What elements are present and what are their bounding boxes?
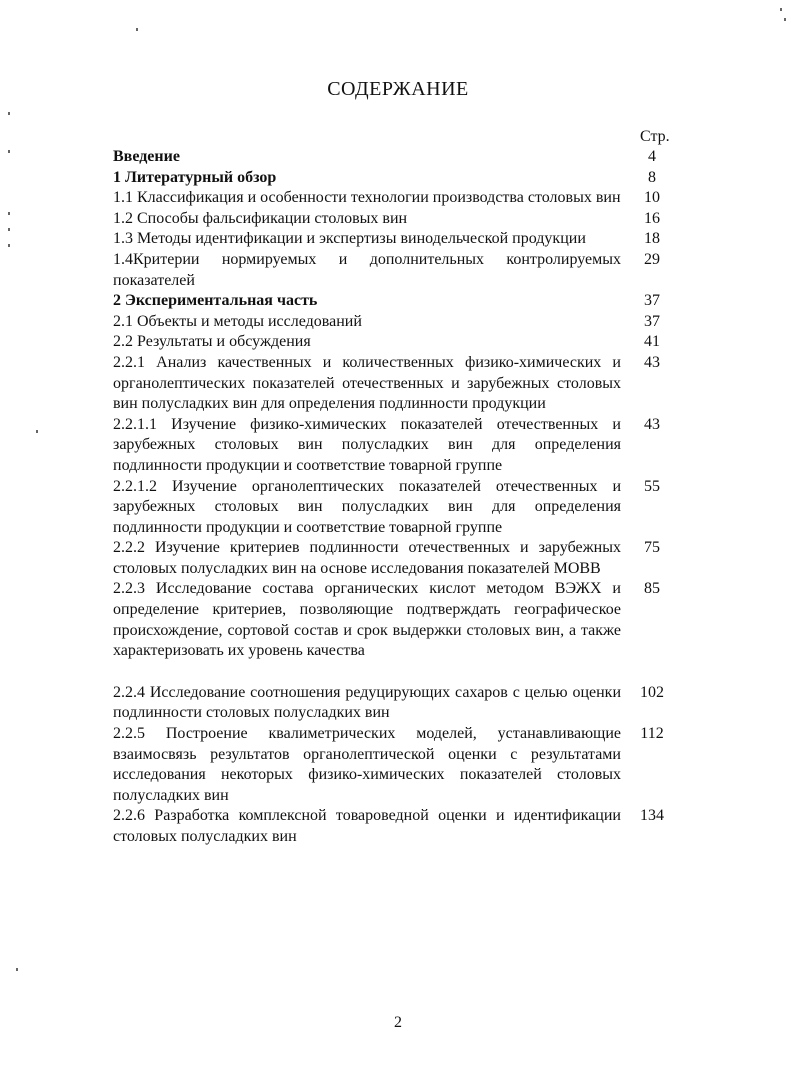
toc-entry-2-1	[113, 312, 683, 333]
toc-entry-2-2-3	[113, 579, 683, 661]
toc-entry-text: 2.2.1.1 Изучение физико-химических показателей отечественных и зарубежных столовых вин полусладких вин для определения подлинности продукции и соответствие товарной группе	[113, 415, 621, 474]
toc-entry-text: 2.1 Объекты и методы исследований	[113, 312, 362, 330]
toc-entry-text: 1 Литературный обзор	[113, 168, 277, 186]
scan-speck	[8, 244, 10, 247]
toc-entry-2-2-5	[113, 724, 683, 806]
toc-entry-1-1	[113, 188, 683, 209]
toc-entry-2-2-2	[113, 538, 683, 579]
toc-entry-page: 41	[644, 333, 660, 351]
toc-entry-text: 2.2.2 Изучение критериев подлинности отечественных и зарубежных столовых полусладких вин на основе исследования показателей МОВВ	[113, 539, 621, 577]
spacer	[113, 662, 683, 683]
toc-entry-chapter-2	[113, 291, 683, 312]
toc-entry-2-2-1-2	[113, 477, 683, 539]
toc-entry-page: 18	[644, 230, 660, 248]
toc-entry-text: 2.2 Результаты и обсуждения	[113, 333, 311, 351]
toc-entry-page: 4	[648, 148, 656, 165]
toc-entry-1-4	[113, 250, 683, 291]
toc-entry-text: 2.2.6 Разработка комплексной товароведной оценки и идентификации столовых полусладких вин	[113, 807, 621, 845]
toc-entry-text: 2.2.4 Исследование соотношения редуцирующих сахаров с целью оценки подлинности столовых полусладких вин	[113, 683, 621, 722]
toc-entry-page: 43	[644, 415, 660, 433]
scan-speck	[784, 18, 786, 21]
scan-speck	[8, 112, 10, 115]
toc-entry-page: 75	[644, 539, 660, 557]
toc-entry-text: 2.2.3 Исследование состава органических кислот методом ВЭЖХ и определение критериев, позволяющие подтверждать географическое происхождение, сортовой состав и срок выдержки столовых вин, а также характеризовать их уровень качества	[113, 580, 621, 660]
toc-entry-page: 55	[644, 477, 660, 495]
toc-entry-page: 29	[644, 250, 660, 268]
toc-entry-text: 2.2.5 Построение квалиметрических моделей, устанавливающие взаимосвязь результатов органолептической оценки с результатами исследования некоторых физико-химических показателей столовых полусладких вин	[113, 725, 621, 804]
toc-entry-page: 43	[644, 353, 660, 371]
toc-entry-2-2-6	[113, 806, 683, 847]
scan-speck	[8, 212, 10, 215]
toc-entry-text: 1.2 Способы фальсификации столовых вин	[113, 209, 408, 227]
scan-speck	[8, 150, 10, 153]
toc-entry-2-2	[113, 332, 683, 353]
scan-speck	[136, 28, 138, 31]
toc-entry-chapter-1	[113, 168, 683, 189]
page-column-header: Стр.	[640, 128, 670, 145]
toc-entry-2-2-1-1	[113, 415, 683, 477]
toc-entry-text: 1.4Критерии нормируемых и дополнительных контролируемых показателей	[113, 250, 621, 289]
toc-entry-text: 2.2.1.2 Изучение органолептических показателей отечественных и зарубежных столовых вин полусладких вин для определения подлинности продукции и соответствие товарной группе	[113, 477, 621, 536]
toc-entry-page: 8	[648, 168, 656, 186]
page-number: 2	[394, 1014, 402, 1031]
toc-entry-page: 10	[644, 189, 660, 207]
toc-entry-page: 112	[640, 725, 664, 743]
toc-entry-2-2-4	[113, 683, 683, 724]
toc-entry-page: 134	[640, 807, 664, 825]
toc-entry-page: 37	[644, 312, 660, 330]
scan-speck	[36, 430, 38, 433]
toc-entry-page: 102	[640, 683, 664, 701]
toc-entry-text: 2 Экспериментальная часть	[113, 292, 318, 310]
scan-speck	[780, 8, 782, 11]
toc-entry-text: 1.1 Классификация и особенности технологии производства столовых вин	[113, 189, 621, 207]
toc-entry-1-2	[113, 209, 683, 230]
table-of-contents	[113, 147, 683, 848]
page-title: СОДЕРЖАНИЕ	[327, 78, 469, 100]
toc-entry-2-2-1	[113, 353, 683, 415]
toc-entry-text: 1.3 Методы идентификации и экспертизы винодельческой продукции	[113, 230, 586, 248]
toc-entry-page: 16	[644, 209, 660, 227]
scan-speck	[16, 968, 18, 971]
toc-entry-introduction	[113, 147, 683, 168]
toc-entry-page: 37	[644, 292, 660, 310]
scan-speck	[8, 228, 10, 231]
toc-entry-1-3	[113, 229, 683, 250]
toc-entry-text: 2.2.1 Анализ качественных и количественных физико-химических и органолептических показателей отечественных и зарубежных столовых вин полусладких вин для определения подлинности продукции	[113, 353, 621, 413]
toc-entry-text: Введение	[113, 148, 180, 165]
toc-entry-page: 85	[644, 580, 660, 598]
